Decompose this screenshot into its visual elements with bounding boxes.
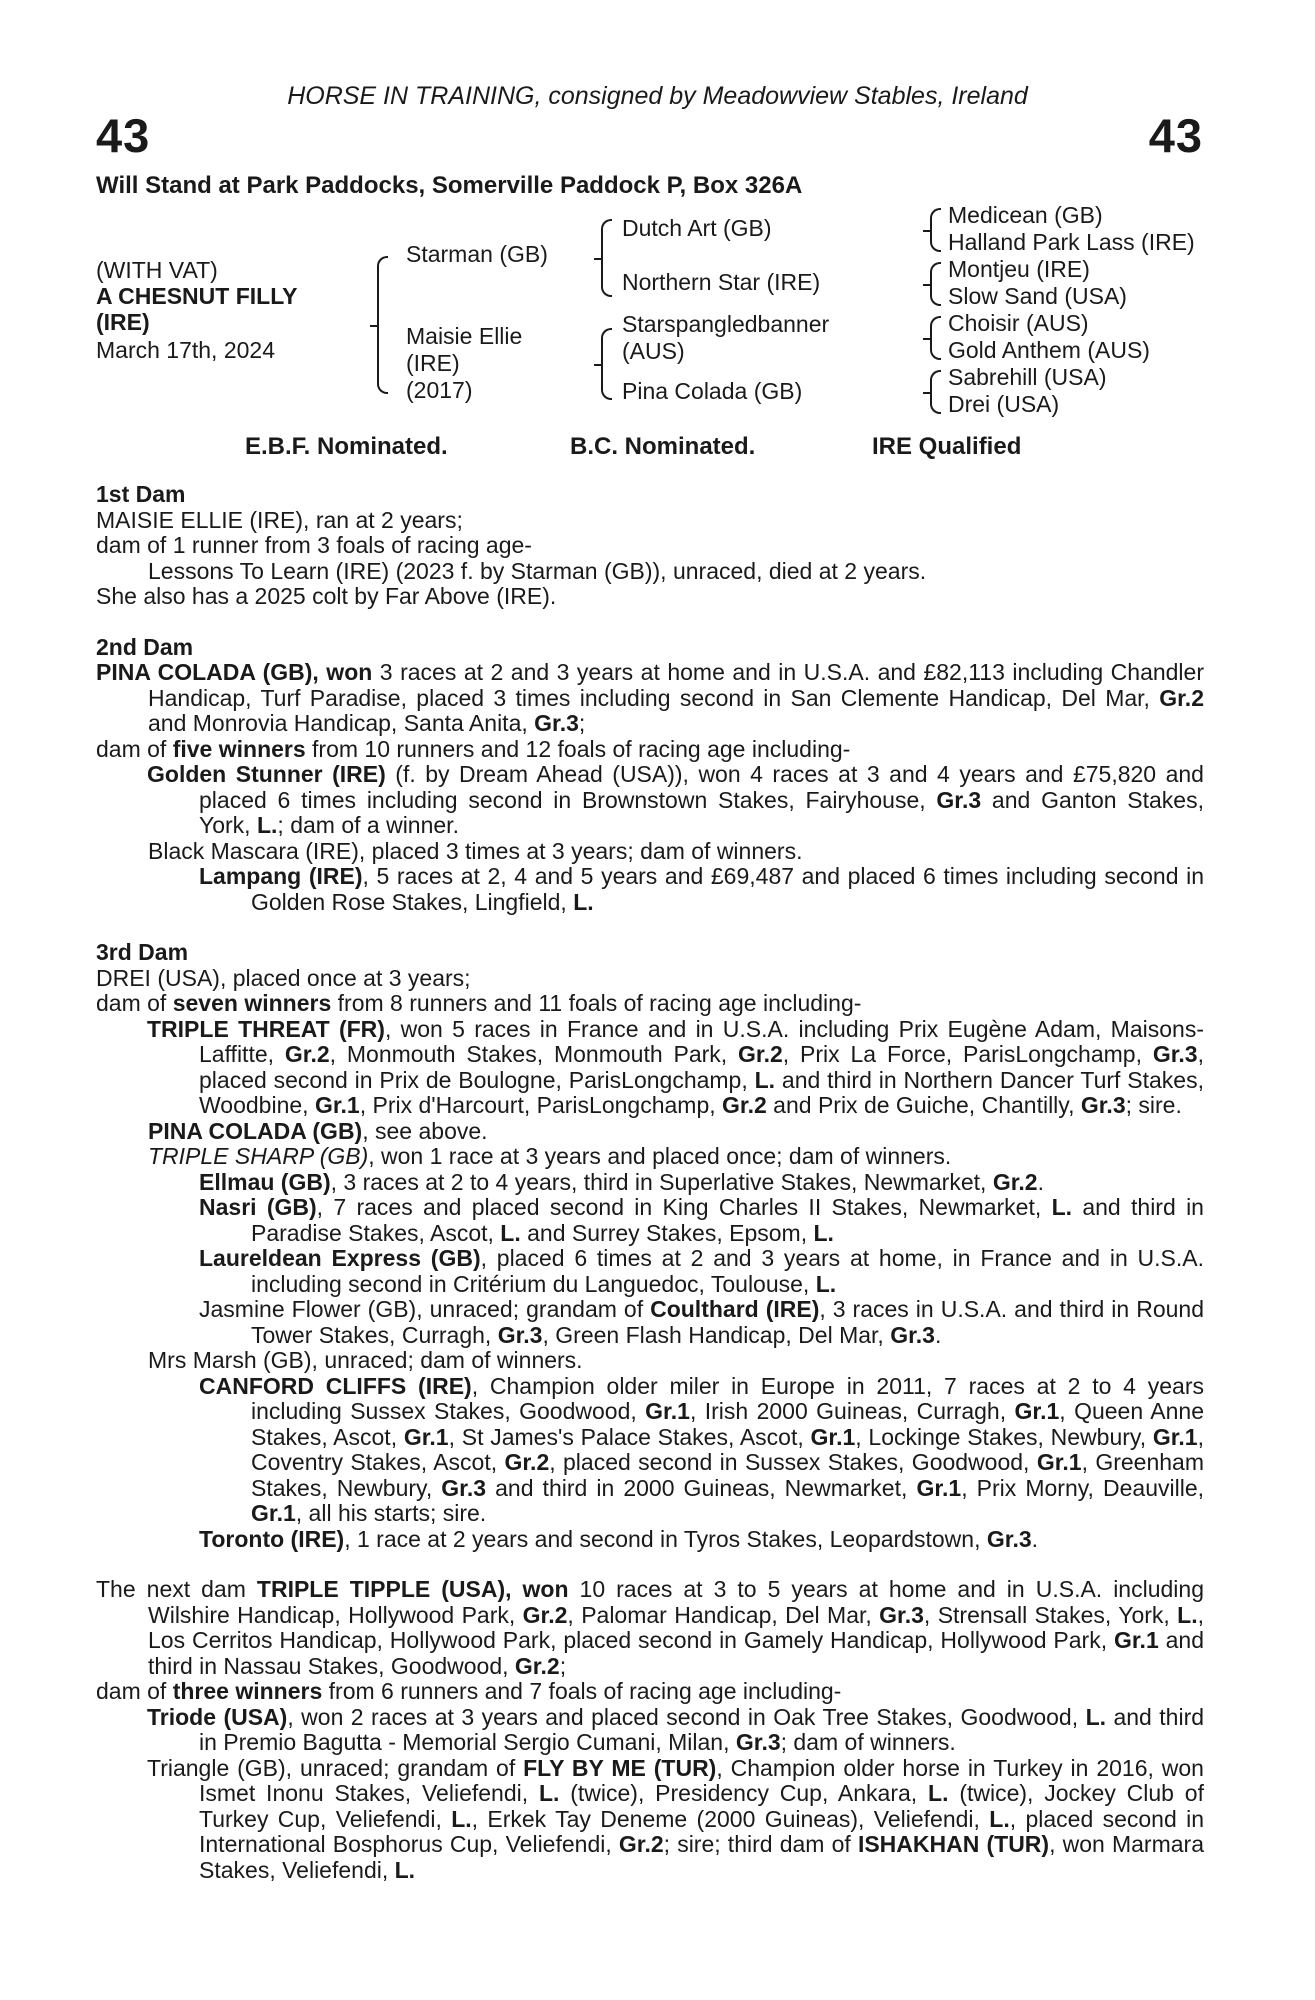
produce-entry: Toronto (IRE), 1 race at 2 years and second in Tyros Stakes, Leopardstown, Gr.3.	[199, 1525, 1039, 1552]
produce-entry: Laureldean Express (GB), placed 6 times at 2 and 3 years at home, in France and in U.S.A. including second in Critérium du Languedoc, Toulouse, L.	[199, 1245, 1204, 1297]
pedigree-bracket	[601, 328, 612, 400]
produce-entry: Nasri (GB), 7 races and placed second in King Charles II Stakes, Newmarket, L. and third in Paradise Stakes, Ascot, L. and Surrey Stakes, Epsom, L.	[199, 1194, 1204, 1246]
second-dam-entry: PINA COLADA (GB), won 3 races at 2 and 3 years at home and in U.S.A. and £82,113 including Chandler Handicap, Turf Paradise, placed 3 times including second in San Clemente Handicap, Del Mar, Gr.2 and Monrovia Handicap, Santa Anita, Gr.3;	[96, 659, 1204, 736]
sire: Starman (GB)	[406, 241, 548, 267]
dam-sire-origin: (AUS)	[622, 338, 685, 364]
pedigree-bracket	[601, 219, 612, 297]
sire-sire-dam: Halland Park Lass (IRE)	[948, 229, 1195, 255]
first-dam-line: MAISIE ELLIE (IRE), ran at 2 years;	[96, 506, 463, 533]
pedigree-bracket	[930, 316, 941, 360]
first-dam-produce: Lessons To Learn (IRE) (2023 f. by Starman (GB)), unraced, died at 2 years.	[148, 557, 927, 584]
horse-name: A CHESNUT FILLY	[96, 283, 298, 309]
produce-entry: CANFORD CLIFFS (IRE), Champion older miler in Europe in 2011, 7 races at 2 to 4 years including Sussex Stakes, Goodwood, Gr.1, Irish 2000 Guineas, Curragh, Gr.1, Queen Anne Stakes, Ascot, Gr.1, St James's Palace Stakes, Ascot, Gr.1, Lockinge Stakes, Newbury, Gr.1, Coventry Stakes, Ascot, Gr.2, placed second in Sussex Stakes, Goodwood, Gr.1, Greenham Stakes, Newbury, Gr.3 and third in 2000 Guineas, Newmarket, Gr.1, Prix Morny, Deauville, Gr.1, all his starts; sire.	[199, 1372, 1204, 1526]
first-dam-line: She also has a 2025 colt by Far Above (IRE).	[96, 583, 557, 609]
stand-location: Will Stand at Park Paddocks, Somerville Paddock P, Box 326A	[96, 172, 803, 199]
third-dam-produce-summary: dam of seven winners from 8 runners and 11 foals of racing age including-	[96, 990, 862, 1016]
first-dam-line: dam of 1 runner from 3 foals of racing age-	[96, 532, 532, 558]
catalogue-text	[96, 482, 1204, 1883]
sire-sire: Dutch Art (GB)	[622, 215, 772, 241]
dam-name: Maisie Ellie	[406, 323, 523, 349]
next-dam-entry: The next dam TRIPLE TIPPLE (USA), won 10 races at 3 to 5 years at home and in U.S.A. including Wilshire Handicap, Hollywood Park, Gr.2, Palomar Handicap, Del Mar, Gr.3, Strensall Stakes, York, L., Los Cerritos Handicap, Hollywood Park, placed second in Gamely Handicap, Hollywood Park, Gr.1 and third in Nassau Stakes, Goodwood, Gr.2;	[96, 1576, 1205, 1679]
dam-year: (2017)	[406, 377, 473, 403]
pedigree-bracket	[930, 208, 941, 252]
produce-entry: Golden Stunner (IRE) (f. by Dream Ahead (USA)), won 4 races at 3 and 4 years and £75,820 and placed 6 times including second in Brownstown Stakes, Fairyhouse, Gr.3 and Ganton Stakes, York, L.; dam of a winner.	[147, 761, 1204, 838]
sire-dam-sire: Montjeu (IRE)	[948, 256, 1090, 282]
sire-dam: Northern Star (IRE)	[622, 269, 821, 295]
vat-note: (WITH VAT)	[96, 257, 218, 283]
consignment-header: HORSE IN TRAINING, consigned by Meadowview Stables, Ireland	[287, 82, 1028, 110]
second-dam-produce-summary: dam of five winners from 10 runners and 12 foals of racing age including-	[96, 735, 851, 762]
produce-entry: Lampang (IRE), 5 races at 2, 4 and 5 years and £69,487 and placed 6 times including second in Golden Rose Stakes, Lingfield, L.	[199, 863, 1204, 915]
dam-dam-sire: Sabrehill (USA)	[948, 364, 1107, 390]
ire-qualified: IRE Qualified	[872, 433, 1022, 460]
horse-dob: March 17th, 2024	[96, 337, 276, 363]
sire-dam-dam: Slow Sand (USA)	[948, 283, 1127, 309]
produce-entry: Black Mascara (IRE), placed 3 times at 3 years; dam of winners.	[148, 837, 803, 864]
ebf-nomination: E.B.F. Nominated.	[245, 433, 448, 460]
produce-entry: Triangle (GB), unraced; grandam of FLY BY ME (TUR), Champion older horse in Turkey in 2016, won Ismet Inonu Stakes, Veliefendi, L. (twice), Presidency Cup, Ankara, L. (twice), Jockey Club of Turkey Cup, Veliefendi, L., Erkek Tay Deneme (2000 Guineas), Veliefendi, L., placed second in International Bosphorus Cup, Veliefendi, Gr.2; sire; third dam of ISHAKHAN (TUR), won Marmara Stakes, Veliefendi, L.	[147, 1754, 1204, 1883]
pedigree-bracket	[377, 256, 388, 394]
next-dam-produce-summary: dam of three winners from 6 runners and 7 foals of racing age including-	[96, 1678, 842, 1704]
bc-nomination: B.C. Nominated.	[570, 433, 756, 460]
dam-sire: Starspangledbanner	[622, 311, 830, 337]
produce-entry: TRIPLE SHARP (GB), won 1 race at 3 years and placed once; dam of winners.	[148, 1143, 952, 1169]
produce-entry: Triode (USA), won 2 races at 3 years and placed second in Oak Tree Stakes, Goodwood, L. and third in Premio Bagutta - Memorial Sergio Cumani, Milan, Gr.3; dam of winners.	[147, 1703, 1205, 1755]
second-dam-heading: 2nd Dam	[96, 633, 194, 660]
third-dam-heading: 3rd Dam	[96, 939, 189, 965]
produce-entry: PINA COLADA (GB), see above.	[148, 1117, 488, 1144]
dam-sire-dam: Gold Anthem (AUS)	[948, 337, 1150, 363]
produce-entry: TRIPLE THREAT (FR), won 5 races in France and in U.S.A. including Prix Eugène Adam, Maisons-Laffitte, Gr.2, Monmouth Stakes, Monmouth Park, Gr.2, Prix La Force, ParisLongchamp, Gr.3, placed second in Prix de Boulogne, ParisLongchamp, L. and third in Northern Dancer Turf Stakes, Woodbine, Gr.1, Prix d'Harcourt, ParisLongchamp, Gr.2 and Prix de Guiche, Chantilly, Gr.3; sire.	[147, 1015, 1204, 1118]
dam-dam-dam: Drei (USA)	[948, 391, 1060, 417]
produce-entry: Mrs Marsh (GB), unraced; dam of winners.	[148, 1347, 583, 1373]
produce-entry: Jasmine Flower (GB), unraced; grandam of Coulthard (IRE), 3 races in U.S.A. and third in Round Tower Stakes, Curragh, Gr.3, Green Flash Handicap, Del Mar, Gr.3.	[199, 1296, 1204, 1348]
pedigree-bracket	[930, 262, 941, 306]
first-dam-heading: 1st Dam	[96, 481, 186, 507]
horse-origin: (IRE)	[96, 309, 150, 335]
dam-origin: (IRE)	[406, 350, 460, 376]
dam-sire-sire: Choisir (AUS)	[948, 310, 1089, 336]
third-dam-line: DREI (USA), placed once at 3 years;	[96, 964, 471, 991]
dam-dam: Pina Colada (GB)	[622, 378, 803, 404]
lot-number-right: 43	[1148, 109, 1203, 162]
produce-entry: Ellmau (GB), 3 races at 2 to 4 years, third in Superlative Stakes, Newmarket, Gr.2.	[199, 1168, 1044, 1195]
pedigree-bracket	[930, 370, 941, 414]
lot-number-left: 43	[96, 109, 151, 162]
sire-sire-sire: Medicean (GB)	[948, 202, 1103, 228]
